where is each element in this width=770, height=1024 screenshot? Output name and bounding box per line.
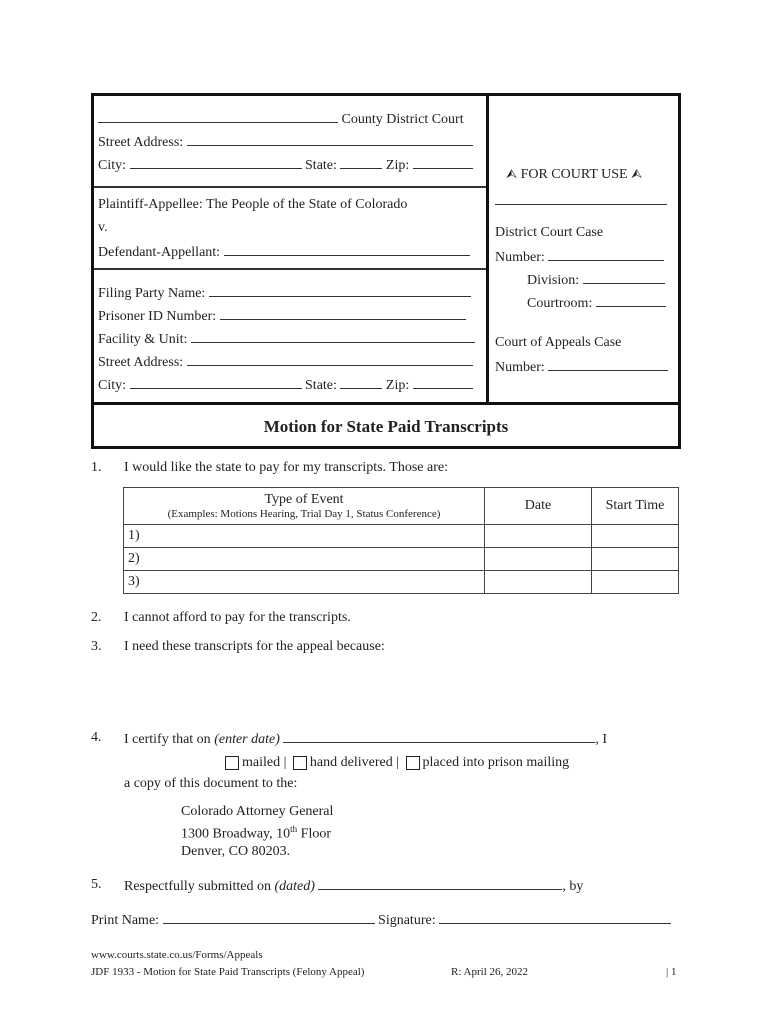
item-5-suffix: , by: [562, 879, 584, 894]
type-of-event-title: Type of Event: [264, 492, 344, 507]
start-time-cell[interactable]: [592, 548, 679, 571]
print-name-blank[interactable]: [163, 911, 375, 924]
courtroom-row: [527, 294, 666, 312]
signature-blank[interactable]: [439, 911, 671, 924]
footer-page-number: | 1: [666, 966, 677, 978]
option-separator: |: [283, 755, 287, 770]
district-case-row: [495, 248, 664, 266]
party-city-blank[interactable]: [130, 376, 302, 389]
prison-mailing-label: placed into prison mailing: [422, 755, 570, 770]
appeals-case-line1: Court of Appeals Case: [495, 335, 622, 350]
start-time-cell[interactable]: [592, 571, 679, 594]
item-5-row: [124, 877, 583, 895]
address-line-1: Colorado Attorney General: [181, 804, 334, 819]
date-cell[interactable]: [485, 525, 592, 548]
prisoner-id-row: [98, 307, 466, 325]
dated-hint: (dated): [274, 879, 315, 894]
party-street-blank[interactable]: [187, 353, 473, 366]
prison-mailing-checkbox[interactable]: [406, 756, 420, 770]
print-name-label: Print Name:: [91, 913, 160, 928]
type-of-event-header: [124, 488, 485, 525]
court-use-rule: [495, 192, 667, 210]
appeals-case-row: [495, 358, 668, 376]
option-separator: |: [396, 755, 400, 770]
state-label: State:: [305, 378, 337, 393]
division-blank[interactable]: [583, 271, 665, 284]
appeals-case-label: Number:: [495, 360, 545, 375]
arrow-up-icon: ⮙: [506, 166, 518, 181]
filing-party-label: Filing Party Name:: [98, 286, 206, 301]
table-row: [124, 548, 679, 571]
address-line-3: Denver, CO 80203.: [181, 844, 291, 859]
court-city-row: [98, 156, 473, 174]
caption-vertical-divider: [486, 93, 489, 404]
item-5-prefix: Respectfully submitted on: [124, 879, 271, 894]
city-blank[interactable]: [130, 156, 302, 169]
date-header: Date: [485, 488, 592, 525]
versus: v.: [98, 220, 108, 235]
defendant-blank[interactable]: [224, 243, 470, 256]
court-use-header: [506, 166, 642, 183]
prisoner-id-label: Prisoner ID Number:: [98, 309, 217, 324]
caption-divider: [94, 186, 486, 188]
city-label: City:: [98, 378, 127, 393]
county-court-label: County District Court: [341, 112, 464, 127]
court-use-label: FOR COURT USE: [520, 167, 628, 182]
street-address-blank[interactable]: [187, 133, 473, 146]
party-zip-blank[interactable]: [413, 376, 473, 389]
date-cell[interactable]: [485, 571, 592, 594]
item-4-suffix: , I: [595, 732, 608, 747]
facility-label: Facility & Unit:: [98, 332, 188, 347]
signature-label: Signature:: [378, 913, 436, 928]
state-label: State:: [305, 158, 337, 173]
caption-divider: [94, 268, 486, 270]
filing-party-blank[interactable]: [209, 284, 471, 297]
enter-date-hint: (enter date): [214, 732, 280, 747]
type-of-event-examples: (Examples: Motions Hearing, Trial Day 1, Status Conference): [167, 508, 441, 520]
event-cell[interactable]: [124, 525, 485, 548]
appeals-case-blank[interactable]: [548, 358, 668, 371]
signature-row: [91, 911, 671, 929]
county-blank[interactable]: [98, 110, 338, 123]
district-case-blank[interactable]: [548, 248, 664, 261]
city-label: City:: [98, 158, 127, 173]
address-street: 1300 Broadway, 10: [181, 826, 291, 842]
item-4-prefix: I certify that on: [124, 732, 211, 747]
county-court-row: [98, 110, 464, 128]
item-number: 2.: [91, 610, 102, 625]
mailed-label: mailed: [242, 755, 281, 770]
hand-delivered-checkbox[interactable]: [293, 756, 307, 770]
party-street-row: [98, 353, 473, 371]
defendant-label: Defendant-Appellant:: [98, 245, 221, 260]
event-cell[interactable]: [124, 548, 485, 571]
arrow-up-icon: ⮙: [631, 166, 643, 181]
facility-blank[interactable]: [191, 330, 475, 343]
footer-url: www.courts.state.co.us/Forms/Appeals: [91, 949, 263, 961]
row-label: 3): [128, 574, 140, 589]
date-cell[interactable]: [485, 548, 592, 571]
street-address-label: Street Address:: [98, 135, 184, 150]
courtroom-label: Courtroom:: [527, 296, 593, 311]
filing-party-row: [98, 284, 471, 302]
address-line-2: [181, 824, 331, 843]
zip-label: Zip:: [385, 158, 410, 173]
item-1-text: I would like the state to pay for my transcripts. Those are:: [124, 460, 448, 475]
start-time-header: Start Time: [592, 488, 679, 525]
submitted-date-blank[interactable]: [318, 877, 562, 890]
item-2-text: I cannot afford to pay for the transcripts.: [124, 610, 351, 625]
certify-date-blank[interactable]: [283, 730, 595, 743]
zip-label: Zip:: [385, 378, 410, 393]
footer-revision: R: April 26, 2022: [451, 966, 529, 978]
defendant-row: [98, 243, 470, 261]
item-number: 4.: [91, 730, 102, 745]
ordinal-suffix: th: [290, 824, 298, 834]
state-blank[interactable]: [340, 156, 382, 169]
division-label: Division:: [527, 273, 580, 288]
mailed-checkbox[interactable]: [225, 756, 239, 770]
division-row: [527, 271, 665, 289]
item-number: 5.: [91, 877, 102, 892]
courtroom-blank[interactable]: [596, 294, 666, 307]
delivery-options: [222, 755, 569, 771]
event-cell[interactable]: [124, 571, 485, 594]
address-floor: Floor: [297, 826, 331, 842]
court-street-row: [98, 133, 473, 151]
party-city-row: [98, 376, 473, 394]
plaintiff-line: Plaintiff-Appellee: The People of the State of Colorado: [98, 197, 408, 212]
table-row: [124, 571, 679, 594]
prisoner-id-blank[interactable]: [220, 307, 466, 320]
row-label: 1): [128, 528, 140, 543]
district-case-line1: District Court Case: [495, 225, 604, 240]
street-address-label: Street Address:: [98, 355, 184, 370]
zip-blank[interactable]: [413, 156, 473, 169]
district-case-label: Number:: [495, 250, 545, 265]
court-use-underline: [495, 192, 667, 205]
row-label: 2): [128, 551, 140, 566]
table-header-row: [124, 488, 679, 525]
footer-form-id: JDF 1933 - Motion for State Paid Transcripts (Felony Appeal): [91, 966, 365, 978]
form-title: Motion for State Paid Transcripts: [263, 417, 509, 436]
start-time-cell[interactable]: [592, 525, 679, 548]
item-4-row: [124, 730, 607, 748]
item-number: 3.: [91, 639, 102, 654]
table-row: [124, 525, 679, 548]
copy-text: a copy of this document to the:: [124, 776, 298, 791]
facility-row: [98, 330, 475, 348]
hand-delivered-label: hand delivered: [309, 755, 393, 770]
item-3-text: I need these transcripts for the appeal because:: [124, 639, 385, 654]
item-number: 1.: [91, 460, 102, 475]
party-state-blank[interactable]: [340, 376, 382, 389]
transcripts-table: [123, 487, 679, 594]
